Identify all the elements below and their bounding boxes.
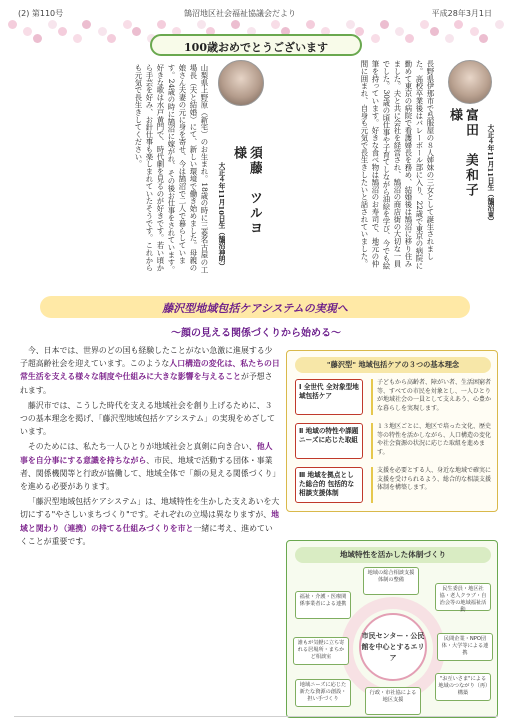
flower-dot — [495, 20, 504, 29]
flower-dot — [445, 34, 454, 43]
principle-row — [295, 467, 491, 503]
tomita-birthdate: 大正４年11月11日生（鵠沼東） — [486, 124, 494, 225]
principle-row — [295, 379, 491, 415]
flower-dot — [420, 20, 429, 29]
paragraph-2: 藤沢市では、こうした時代を支える地域社会を創り上げるために、３つの基本理念を掲げ、「藤沢型地域包括ケアシステム」の実現をめざしています。 — [20, 400, 276, 437]
flower-dot — [33, 34, 42, 43]
principle-key: Ⅲ 地域を拠点とした総合的 包括的な相談支援体制 — [295, 467, 363, 503]
p3-highlight: 他人事を自分事にする意識を持ちながら — [20, 442, 273, 465]
flower-dot — [405, 34, 414, 43]
structure-node: 地域ニーズに応じた新たな資源の創設・担い手づくり — [295, 679, 351, 707]
paragraph-4 — [20, 495, 280, 548]
structure-node: 福祉・介護・医療関係事業者による連携 — [295, 591, 351, 619]
principles-box — [286, 350, 498, 512]
p1-highlight: 人口構造の変化は、私たちの日常生活を支える様々な制度や仕組みに大きな影響を与えること — [20, 359, 280, 382]
bottom-rule — [14, 716, 498, 717]
flower-dot — [380, 20, 389, 29]
tomita-story: 長野県伊那市で呉服屋の８人姉妹の三女として誕生されました。高校卒業後はバレーボール部に入り、22歳で東京の病院に勤めて東京の病院で看護婦長を務め、結婚後は鵠沼に移り住みました。夫と共に会社を経営され、鵠沼の商店街の大切な一員でした。30歳の頃仕事や子育てしながら油絵を学び、今でも絵筆を持っています。好きな食べ物は鵠沼のお寿司で、地元の仲間に囲まれ、自身も元気で長生きしたいと話されていました。 — [360, 60, 435, 270]
flower-dot — [132, 27, 141, 36]
p3-text-a: そのためには、私たち一人ひとりが地域社会と真剣に向き合い、 — [27, 442, 257, 452]
p1-text-a: 今、日本では、世界のどの国も経験したことがない急激に進展する少子超高齢社会を迎えています。このような — [20, 346, 273, 369]
paragraph-1 — [20, 344, 280, 397]
structure-box — [286, 540, 498, 718]
principle-key: Ⅱ 地域の特性や課題 ニーズに応じた取組 — [295, 423, 363, 459]
flower-dot — [98, 27, 107, 36]
issue-date: 平成28年3月1日 — [431, 9, 492, 18]
p4-text-a: 「藤沢型地域包括ケアシステム」は、地域特性を生かした支えあいを大切にする"やさしいまちづくり"です。それぞれの立場は異なりますが、 — [20, 497, 280, 520]
newsletter-title: 鵠沼地区社会福祉協議会だより — [184, 9, 296, 18]
flower-dot — [271, 20, 280, 29]
principle-key: Ⅰ 全世代 全対象型地域包括ケア — [295, 379, 363, 415]
tomita-portrait — [448, 60, 492, 104]
flower-dot — [430, 27, 439, 36]
flower-dot — [371, 34, 380, 43]
issue-number: (2) 第110号 — [18, 9, 64, 18]
principle-row — [295, 423, 491, 459]
flower-dot — [306, 20, 315, 29]
centenarian-banner — [150, 34, 362, 56]
flower-dot — [197, 20, 206, 29]
p3-text-b: 、市民、地域で活動する団体・事業者、関係機関等と行政が協働して、地域全体で「顔の見える関係づくり」を進める必要があります。 — [20, 455, 277, 492]
flower-dot — [470, 27, 479, 36]
flower-dot — [8, 20, 17, 29]
flower-dot — [123, 20, 132, 29]
p1-text-b: が予想されます。 — [20, 372, 273, 395]
structure-title: 地域特性を活かした体制づくり — [295, 547, 491, 563]
flower-dot — [58, 27, 67, 36]
structure-node: "お互いさま"による地域のつながり（再）構築 — [435, 673, 491, 701]
care-system-title: 藤沢型地域包括ケアシステムの実現へ — [162, 302, 348, 315]
flower-dot — [82, 20, 91, 29]
suto-name: 須藤 ツルヨ様 — [231, 146, 262, 236]
flower-dot — [346, 20, 355, 29]
flower-dot — [107, 34, 116, 43]
flower-dot — [395, 27, 404, 36]
flower-dot — [479, 34, 488, 43]
p4-text-b: 一緒に考え、進めていくことが重要です。 — [20, 523, 273, 546]
paragraph-3 — [20, 440, 280, 493]
p4-highlight: 地域と関わり（連携）の持てる仕組みづくりを市と — [20, 510, 280, 533]
care-system-banner — [40, 296, 470, 318]
suto-story: 山梨県上野原（新宅）のお生まれ。18歳の時に三菱名古屋の工場長（夫と結婚）にて、新しい環境で働き始めました。母親の娘さん夫妻の元に身を寄せ、今は鵠沼で二人で暮らしています。24歳の時に鵠沼に嫁がれ、その後お仕事をされています。好きな歌は水戸黄門で、時代劇を見るのが好きです。若い頃から手芸を好み、お針仕事も楽しまれていたそうです。これからも元気で長生きしてください。 — [134, 64, 209, 274]
main-article — [20, 344, 280, 720]
principles-title: "藤沢型" 地域包括ケアの３つの基本理念 — [295, 357, 491, 373]
banner-title: 100歳おめでとうございます — [184, 41, 328, 54]
care-system-subtitle: ～顔の見える関係づくりから始める～ — [171, 328, 341, 339]
suto-portrait — [218, 60, 264, 106]
flower-dot — [23, 27, 32, 36]
principle-desc: 支援を必要とする人、身近な地域で確実に支援を受けられるよう、総合的な相談支援体制を構築します。 — [371, 467, 491, 503]
structure-node: 行政・市社協による地区支援 — [365, 687, 421, 715]
flower-dot — [73, 34, 82, 43]
flower-dot — [157, 20, 166, 29]
structure-node: 地域の総合相談支援体制の整備 — [363, 567, 419, 595]
centenarian-section — [20, 58, 498, 288]
principle-desc: 子どもから高齢者、障がい者、生活困窮者等、すべての市民を対象とし、一人ひとりが地域社会の一員として支えあう、心豊かな暮らしを実現します。 — [371, 379, 491, 415]
flower-dot — [48, 20, 57, 29]
tomita-name: 富田 美和子様 — [447, 108, 478, 198]
suto-birthdate: 大正４年11月10日生（鵠沼神明） — [217, 162, 225, 270]
principle-desc: １３地区ごとに、地区で培った文化、歴史等の特性を活かしながら、人口構造の変化や社会資源の状況に応じた取組を進めます。 — [371, 423, 491, 459]
structure-node: 民間企業・NPO団体・大学等による連携 — [437, 633, 493, 661]
flower-dot — [231, 20, 240, 29]
center-node: 市民センター・公民館を中心とするエリア — [359, 613, 427, 681]
structure-node: 誰もが気軽に立ち寄れる居場所・まちかど相談室 — [293, 637, 349, 665]
structure-node: 民生委員・地区社協・老人クラブ・自治会等の地域福祉活動 — [435, 583, 491, 611]
flower-dot — [454, 20, 463, 29]
